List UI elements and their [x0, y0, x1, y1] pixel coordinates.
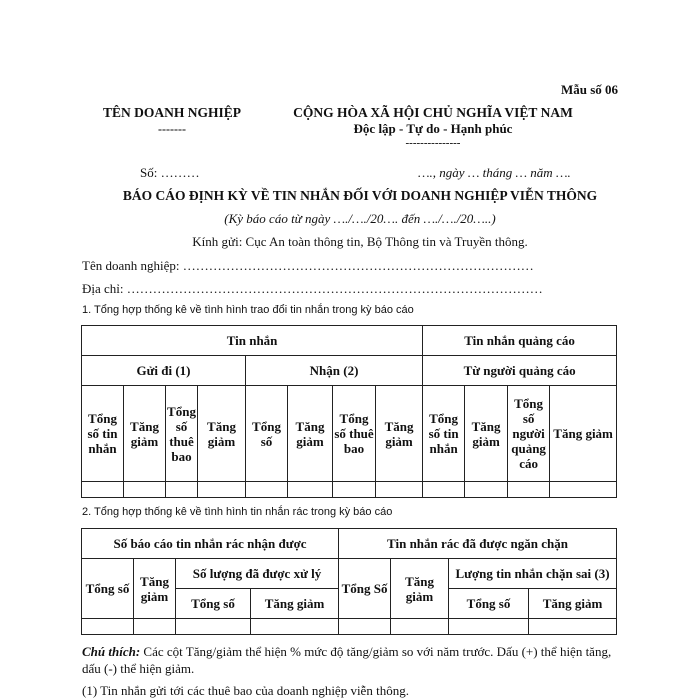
header-spam-reports: Số báo cáo tin nhắn rác nhận được [82, 529, 339, 559]
col-header: Tăng giảm [529, 589, 617, 619]
form-number: Mẫu số 06 [560, 82, 618, 97]
table-row [82, 482, 617, 498]
data-cell[interactable] [251, 619, 339, 635]
header-messages: Tin nhắn [82, 326, 423, 356]
data-cell[interactable] [134, 619, 176, 635]
header-sent: Gửi đi (1) [82, 356, 246, 386]
col-header: Số lượng đã được xử lý [176, 559, 339, 589]
document-date: …., ngày … tháng … năm …. [418, 165, 571, 180]
data-cell[interactable] [465, 482, 508, 498]
col-header: Tổng Số [339, 559, 391, 619]
document-number: Số: ……… [140, 165, 200, 180]
data-cell[interactable] [124, 482, 166, 498]
note [82, 643, 617, 677]
motto-dash: --------------- [405, 137, 461, 149]
col-header: Tăng giảm [465, 386, 508, 482]
data-cell[interactable] [82, 482, 124, 498]
col-header: Tăng giảm [124, 386, 166, 482]
header-ad-messages: Tin nhắn quảng cáo [423, 326, 617, 356]
data-cell[interactable] [288, 482, 333, 498]
col-header: Tổng số thuê bao [166, 386, 198, 482]
recipient: Kính gửi: Cục An toàn thông tin, Bộ Thông tin và Truyền thông. [192, 234, 528, 249]
data-cell[interactable] [550, 482, 617, 498]
data-cell[interactable] [166, 482, 198, 498]
company-dash: ------- [158, 122, 186, 136]
col-header: Tổng số tin nhắn [423, 386, 465, 482]
section-1-title: 1. Tổng hợp thống kê về tình hình trao đổi tin nhắn trong kỳ báo cáo [82, 304, 414, 316]
data-cell[interactable] [339, 619, 391, 635]
data-cell[interactable] [423, 482, 465, 498]
note-text: Các cột Tăng/giảm thể hiện % mức độ tăng/giảm so với năm trước. Dấu (+) thể hiện tăng, dấu (-) thể hiện giảm. [82, 644, 612, 676]
table-row [82, 619, 617, 635]
header-spam-blocked: Tin nhắn rác đã được ngăn chặn [339, 529, 617, 559]
col-header: Tăng giảm [376, 386, 423, 482]
col-header: Tăng giảm [198, 386, 246, 482]
data-cell[interactable] [529, 619, 617, 635]
data-cell[interactable] [333, 482, 376, 498]
col-header: Tăng giảm [288, 386, 333, 482]
report-title: BÁO CÁO ĐỊNH KỲ VỀ TIN NHẮN ĐỐI VỚI DOANH NGHIỆP VIỄN THÔNG [122, 188, 598, 203]
data-cell[interactable] [391, 619, 449, 635]
data-cell[interactable] [376, 482, 423, 498]
report-period: (Kỳ báo cáo từ ngày …./…./20…. đến …./…./20…..) [224, 211, 496, 226]
address-field: Địa chỉ: …………………………………………………………………………………… [82, 281, 543, 296]
col-header: Tổng số người quảng cáo [508, 386, 550, 482]
data-cell[interactable] [449, 619, 529, 635]
message-statistics-table [81, 325, 617, 498]
col-header: Tăng giảm [391, 559, 449, 619]
spam-statistics-table [81, 528, 617, 635]
data-cell[interactable] [176, 619, 251, 635]
data-cell[interactable] [198, 482, 246, 498]
col-header: Tổng số thuê bao [333, 386, 376, 482]
footnote-1: (1) Tin nhắn gửi tới các thuê bao của doanh nghiệp viễn thông. [82, 683, 409, 698]
data-cell[interactable] [82, 619, 134, 635]
header-from-advertiser: Từ người quảng cáo [423, 356, 617, 386]
col-header: Tăng giảm [251, 589, 339, 619]
motto: Độc lập - Tự do - Hạnh phúc [353, 121, 513, 136]
data-cell[interactable] [508, 482, 550, 498]
section-2-title: 2. Tổng hợp thống kê về tình hình tin nhắn rác trong kỳ báo cáo [82, 506, 393, 518]
nation-header: CỘNG HÒA XÃ HỘI CHỦ NGHĨA VIỆT NAM [293, 105, 573, 120]
header-received: Nhận (2) [246, 356, 423, 386]
col-header: Lượng tin nhắn chặn sai (3) [449, 559, 617, 589]
col-header: Tổng số [82, 559, 134, 619]
note-label: Chú thích: [82, 644, 141, 659]
company-header: TÊN DOANH NGHIỆP [102, 105, 241, 120]
col-header: Tổng số [449, 589, 529, 619]
company-name-field: Tên doanh nghiệp: ……………………………………………………………………… [82, 258, 534, 273]
col-header: Tăng giảm [550, 386, 617, 482]
col-header: Tổng số tin nhắn [82, 386, 124, 482]
col-header: Tăng giảm [134, 559, 176, 619]
data-cell[interactable] [246, 482, 288, 498]
col-header: Tổng số [176, 589, 251, 619]
col-header: Tổng số [246, 386, 288, 482]
